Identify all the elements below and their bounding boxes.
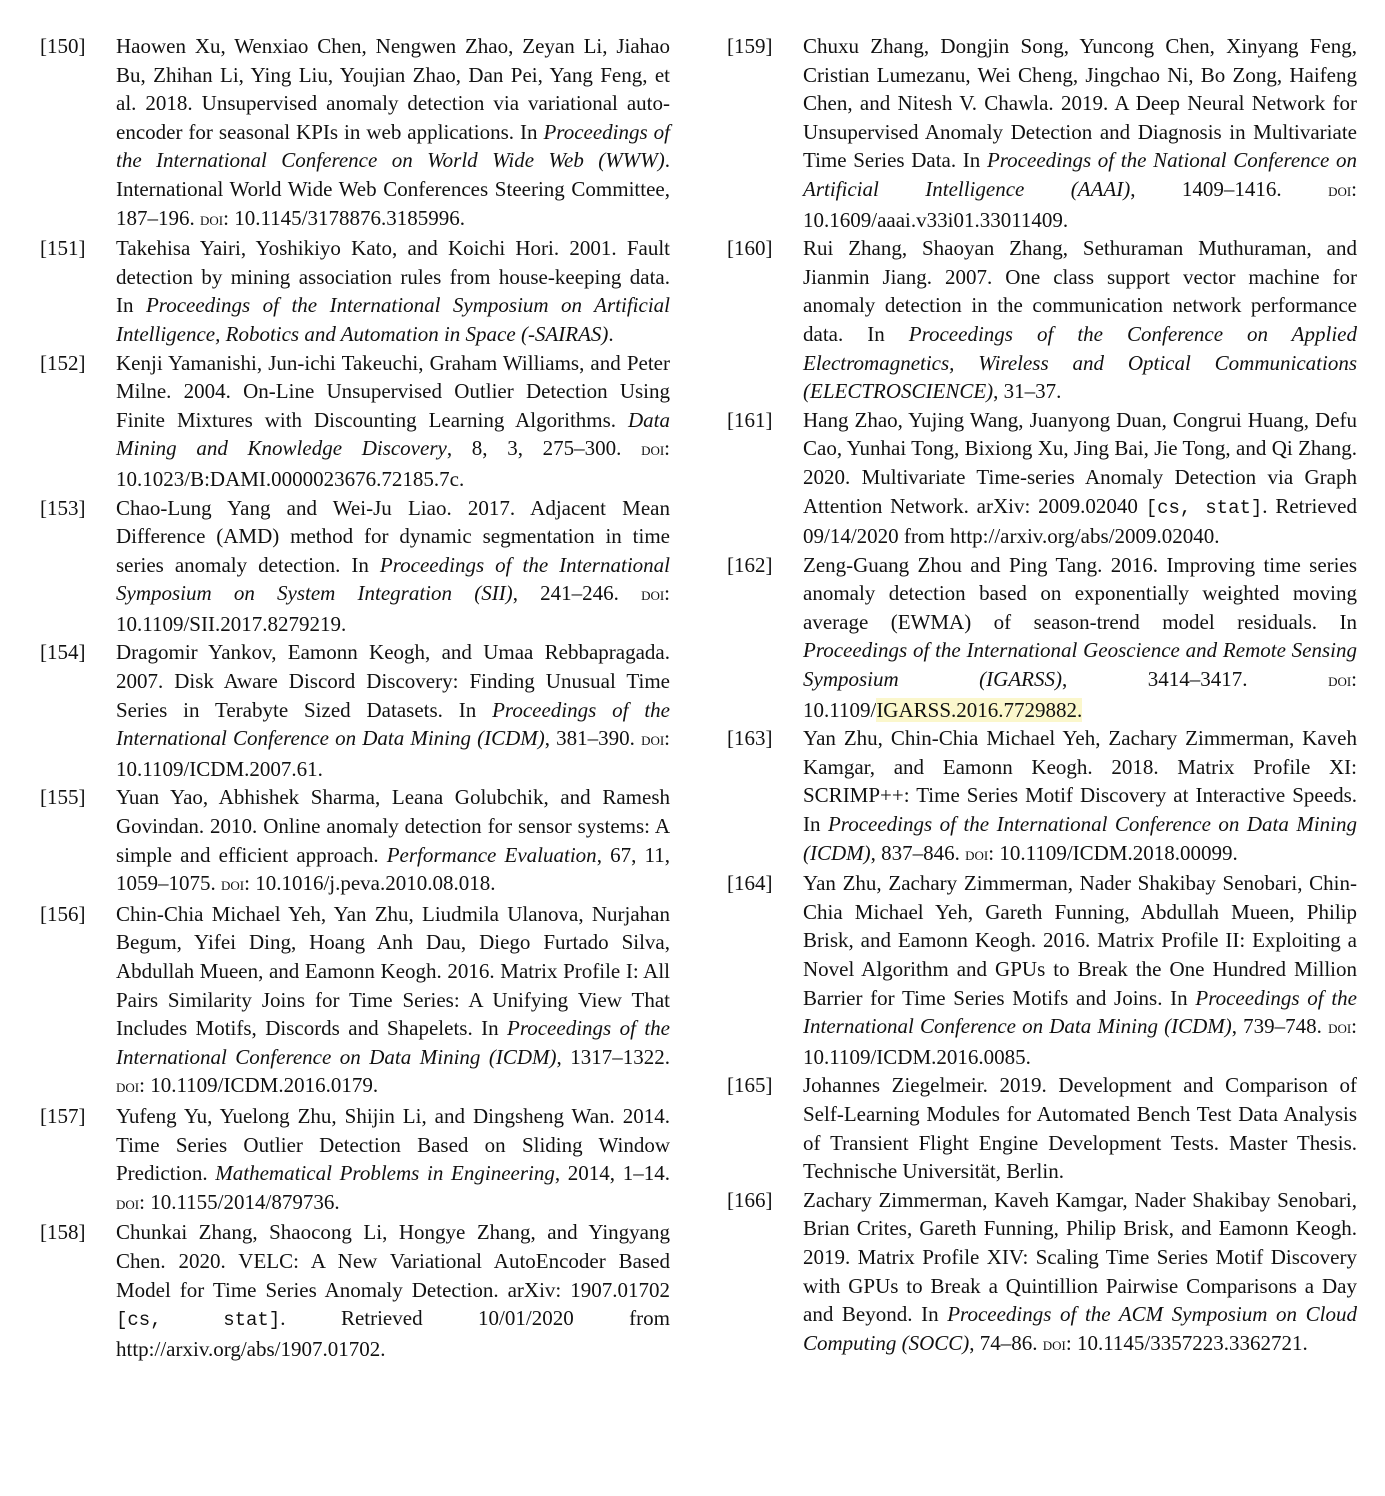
reference-segment: . International World Wide Web Conferences Steering Committee, 187–196. [116,148,670,230]
reference-segment: . Retrieved 09/14/2020 from http://arxiv.org/abs/2009.02040. [803,493,1357,549]
reference-entry [727,1186,1357,1360]
reference-number: [154] [40,640,86,665]
reference-entry [40,1218,670,1363]
venue-title: Proceedings of the National Conference on Artificial Intelligence (AAAI) [803,148,1357,201]
reference-segment: : 10.1109/ICDM.2007.61. [116,726,671,781]
doi-label: doi [200,208,224,230]
reference-segment: Johannes Ziegelmeir. 2019. Development and Comparison of Self-Learning Modules for Automated Bench Test Data Analysis of Transient Flight Engine Development Tests. Master Thesis. Technische Universität, Berlin. [803,1073,1357,1184]
reference-segment: . Retrieved 10/01/2020 from http://arxiv.org/abs/1907.01702. [116,1306,670,1361]
reference-entry [727,551,1357,725]
reference-segment: Chuxu Zhang, Dongjin Song, Yuncong Chen, Xinyang Feng, Cristian Lumezanu, Wei Cheng, Jingchao Ni, Bo Zong, Haifeng Chen, and Nitesh V. Chawla. 2019. A Deep Neural Network for Unsupervised Anomaly Detection and Diagnosis in Multivariate Time Series Data. In [803,34,1357,173]
venue-title: Proceedings of the International Symposium on System Integration (SII) [116,552,670,606]
doi-label: doi [641,584,665,606]
venue-title: Proceedings of the International Conference on Data Mining (ICDM) [803,812,1358,865]
reference-segment: Yufeng Yu, Yuelong Zhu, Shijin Li, and Dingsheng Wan. 2014. Time Series Outlier Detection Based on Sliding Window Prediction. [116,1103,670,1186]
venue-title: Proceedings of the International Geoscience and Remote Sensing Symposium (IGARSS) [803,638,1357,692]
reference-entry [727,1071,1357,1185]
reference-segment: : 10.1145/3178876.3185996. [223,205,465,230]
reference-number: [166] [727,1187,773,1212]
venue-title: Proceedings of the International Conference on Data Mining (ICDM) [116,697,670,751]
reference-segment: : 10.1145/3357223.3362721. [1065,1330,1308,1355]
reference-segment: Yan Zhu, Zachary Zimmerman, Nader Shakibay Senobari, Chin-Chia Michael Yeh, Gareth Funning, Abdullah Mueen, Philip Brisk, and Eamonn Keogh. 2016. Matrix Profile II: Exploiting a Novel Algorithm and GPUs to Break the One Hundred Million Barrier for Time Series Motifs and Joins. In [803,871,1357,1010]
reference-segment: Chunkai Zhang, Shaocong Li, Hongye Zhang, and Yingyang Chen. 2020. VELC: A New Variational AutoEncoder Based Model for Time Series Anomaly Detection. arXiv: 1907.01702 [116,1220,670,1302]
reference-entry [40,1102,670,1218]
reference-segment: : 10.1016/j.peva.2010.08.018. [244,871,496,896]
reference-segment: , 74–86. [969,1330,1043,1355]
reference-segment: , 67, 11, 1059–1075. [116,842,670,896]
reference-number: [165] [727,1073,773,1098]
reference-entry [40,349,670,494]
reference-text [803,1071,1357,1185]
reference-text [803,724,1357,869]
reference-segment: Zeng-Guang Zhou and Ping Tang. 2016. Improving time series anomaly detection based on exponentially weighted moving average (EWMA) of season-trend model residuals. In [803,552,1357,634]
reference-entry [40,638,670,783]
reference-text [116,234,670,348]
reference-segment: , 241–246. [512,581,642,606]
reference-segment: : 10.1609/aaai.v33i01.33011409. [803,176,1358,232]
reference-entry [40,234,670,348]
reference-entry [40,32,670,234]
reference-segment: : 10.1109/SII.2017.8279219. [116,581,671,636]
reference-number: [162] [727,552,773,577]
reference-number: [156] [40,901,86,926]
reference-segment: , 8, 3, 275–300. [446,436,642,461]
reference-segment: : 10.1155/2014/879736. [139,1189,340,1214]
reference-segment: : 10.1109/ICDM.2018.00099. [988,840,1238,865]
reference-segment: Rui Zhang, Shaoyan Zhang, Sethuraman Muthuraman, and Jianmin Jiang. 2007. One class support vector machine for anomaly detection in the communication network performance data. In [803,236,1357,346]
doi-label: doi [641,729,665,751]
reference-number: [150] [40,34,86,58]
reference-entry [40,900,670,1102]
reference-segment: , 2014, 1–14. [554,1161,670,1186]
reference-text [116,349,670,494]
reference-number: [157] [40,1103,86,1128]
reference-text [803,32,1357,234]
doi-label: doi [221,874,245,896]
arxiv-category: [cs, stat] [116,1309,281,1332]
reference-entry [727,234,1357,406]
arxiv-category: [cs, stat] [1145,496,1263,519]
reference-text [803,406,1357,551]
venue-title: Data Mining and Knowledge Discovery [116,407,670,461]
doi-label: doi [1328,179,1352,201]
reference-segment: Kenji Yamanishi, Jun-ichi Takeuchi, Graham Williams, and Peter Milne. 2004. On-Line Unsupervised Outlier Detection Using Finite Mixtures with Discounting Learning Algorithms. [116,350,670,432]
reference-text [803,234,1357,406]
reference-text [116,494,670,639]
right-column [727,32,1357,1359]
venue-title: Performance Evaluation [386,842,597,867]
reference-segment: Chin-Chia Michael Yeh, Yan Zhu, Liudmila Ulanova, Nurjahan Begum, Yifei Ding, Hoang Anh Dau, Diego Furtado Silva, Abdullah Mueen, and Eamonn Keogh. 2016. Matrix Profile I: All Pairs Similarity Joins for Time Series: A Unifying View That Includes Motifs, Discords and Shapelets. In [116,901,670,1041]
reference-number: [163] [727,726,773,751]
reference-number: [153] [40,495,86,520]
reference-text [803,869,1357,1071]
reference-text [116,900,670,1102]
reference-number: [159] [727,34,773,58]
reference-text [803,551,1357,725]
reference-segment: , 1317–1322. [556,1044,671,1069]
doi-label: doi [116,1076,140,1098]
reference-entry [727,724,1357,869]
reference-segment: Dragomir Yankov, Eamonn Keogh, and Umaa Rebbapragada. 2007. Disk Aware Discord Discovery: Finding Unusual Time Series in Terabyte Sized Datasets. In [116,640,670,722]
reference-segment: : 10.1109/ [803,667,1358,722]
reference-segment: : 10.1109/ICDM.2016.0179. [139,1073,379,1098]
reference-segment: Haowen Xu, Wenxiao Chen, Nengwen Zhao, Zeyan Li, Jiahao Bu, Zhihan Li, Ying Liu, Youjian Zhao, Dan Pei, Yang Feng, et al. 2018. Unsupervised anomaly detection via variational auto-encoder for seasonal KPIs in web applications. In [116,34,670,144]
venue-title: Proceedings of the International Conference on Data Mining (ICDM) [116,1016,670,1069]
reference-segment: , 1409–1416. [1130,176,1329,201]
reference-segment: Chao-Lung Yang and Wei-Ju Liao. 2017. Adjacent Mean Difference (AMD) method for dynamic segmentation in time series anomaly detection. In [116,495,670,577]
venue-title: Proceedings of the International Conference on Data Mining (ICDM) [803,985,1357,1039]
doi-label: doi [641,439,665,461]
reference-segment: : 10.1023/B:DAMI.0000023676.72185.7c. [116,436,671,491]
doi-label: doi [1042,1333,1066,1355]
reference-segment: , 837–846. [870,840,966,865]
reference-number: [161] [727,407,773,432]
highlighted-text: IGARSS.2016.7729882. [876,697,1083,722]
reference-number: [158] [40,1220,86,1245]
venue-title: Proceedings of the International Conference on World Wide Web (WWW) [116,119,670,173]
reference-segment: : 10.1109/ICDM.2016.0085. [803,1014,1358,1069]
venue-title: Proceedings of the ACM Symposium on Cloud Computing (SOCC) [803,1302,1357,1355]
reference-segment: , 3414–3417. [1062,667,1329,692]
reference-number: [152] [40,350,86,375]
reference-segment: , 31–37. [993,379,1062,404]
reference-number: [164] [727,871,773,896]
reference-segment: . [608,321,614,346]
reference-segment: Yuan Yao, Abhishek Sharma, Leana Golubchik, and Ramesh Govindan. 2010. Online anomaly detection for sensor systems: A simple and efficient approach. [116,785,670,867]
reference-segment: Takehisa Yairi, Yoshikiyo Kato, and Koichi Hori. 2001. Fault detection by mining association rules from house-keeping data. In [116,236,670,318]
reference-segment: , 739–748. [1231,1014,1329,1039]
reference-text [116,1102,670,1218]
doi-label: doi [965,843,989,865]
reference-segment: , 381–390. [544,726,642,751]
reference-text [116,1218,670,1363]
reference-number: [160] [727,236,773,261]
left-column [40,32,670,1363]
reference-entry [727,32,1357,234]
doi-label: doi [116,1192,140,1214]
reference-number: [151] [40,236,86,261]
reference-segment: Hang Zhao, Yujing Wang, Juanyong Duan, Congrui Huang, Defu Cao, Yunhai Tong, Bixiong Xu, Jing Bai, Jie Tong, and Qi Zhang. 2020. Multivariate Time-series Anomaly Detection via Graph Attention Network. arXiv: 2009.02040 [803,407,1357,518]
reference-text [116,638,670,783]
doi-label: doi [1328,1017,1352,1039]
reference-text [803,1186,1357,1360]
reference-segment: Yan Zhu, Chin-Chia Michael Yeh, Zachary Zimmerman, Kaveh Kamgar, and Eamonn Keogh. 2018. Matrix Profile XI: SCRIMP++: Time Series Motif Discovery at Interactive Speeds. In [803,726,1357,837]
doi-label: doi [1328,670,1352,692]
reference-text [116,783,670,899]
reference-segment: Zachary Zimmerman, Kaveh Kamgar, Nader Shakibay Senobari, Brian Crites, Gareth Funning, Philip Brisk, and Eamonn Keogh. 2019. Matrix Profile XIV: Scaling Time Series Motif Discovery with GPUs to Break a Quintillion Pairwise Comparisons a Day and Beyond. In [803,1187,1357,1327]
venue-title: Proceedings of the International Symposium on Artificial Intelligence, Robotics and Automation in Space (-SAIRAS) [116,293,670,346]
reference-number: [155] [40,785,86,810]
reference-entry [40,494,670,639]
reference-entry [727,406,1357,551]
venue-title: Mathematical Problems in Engineering [215,1161,555,1186]
reference-entry [727,869,1357,1071]
reference-entry [40,783,670,899]
reference-text [116,32,670,234]
venue-title: Proceedings of the Conference on Applied Electromagnetics, Wireless and Optical Communications (ELECTROSCIENCE) [803,321,1357,404]
